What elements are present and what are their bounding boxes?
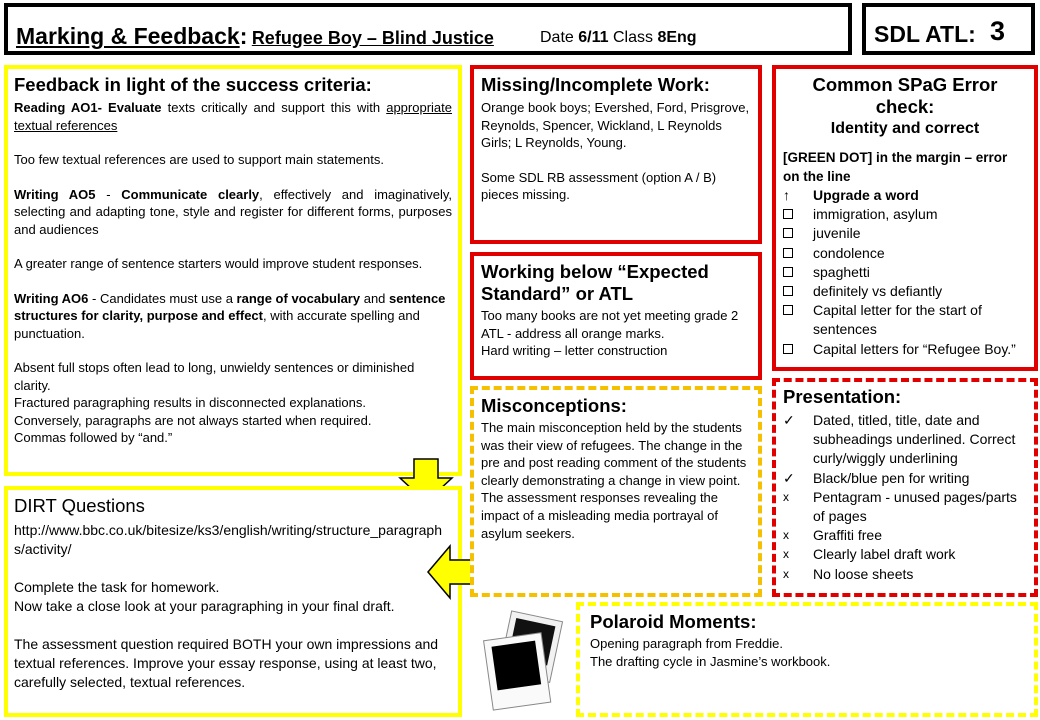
spag-word: juvenile: [813, 225, 861, 242]
spag-word: condolence: [813, 244, 885, 261]
ao1-evaluate: Evaluate: [108, 100, 162, 115]
spag-word: Capital letter for the start of sentences: [813, 302, 982, 338]
ao6-criterion: [14, 290, 452, 343]
class-label: Class: [612, 29, 653, 46]
sdl-label: SDL ATL:: [874, 21, 976, 47]
list-item: [783, 565, 1027, 584]
spag-word: immigration, asylum: [813, 206, 938, 223]
spag-box: [772, 65, 1038, 371]
list-item: [783, 224, 1027, 243]
missing-line: Girls; L Reynolds, Young.: [481, 135, 627, 151]
presentation-text: Dated, titled, title, date and subheadings underlined. Correct curly/wiggly underlining: [813, 412, 1016, 467]
list-item: [783, 301, 1027, 339]
spag-subheading: Identity and correct: [830, 120, 980, 137]
polaroid-heading: Polaroid Moments:: [590, 611, 757, 632]
list-item: [783, 263, 1027, 282]
spag-list: [783, 186, 1027, 359]
ao1-underlined: appropriate textual references: [14, 100, 452, 133]
below-line: Hard writing – letter construction: [481, 343, 668, 359]
cross-mark-icon: x: [783, 489, 789, 504]
checkbox-icon[interactable]: [783, 228, 793, 238]
ao1-comment: Too few textual references are used to support main statements.: [14, 152, 384, 167]
upgrade-label: Upgrade a word: [813, 187, 919, 203]
cross-mark-icon: x: [783, 528, 789, 543]
polaroid-line: The drafting cycle in Jasmine’s workbook.: [590, 653, 831, 669]
ao1-criterion: [14, 99, 452, 134]
arrow-up-icon: ↑: [783, 187, 790, 203]
missing-line: Some SDL RB assessment (option A / B) pieces missing.: [481, 169, 717, 203]
dirt-link[interactable]: http://www.bbc.co.uk/bitesize/ks3/english/writing/structure_paragraphs/activity/: [14, 522, 442, 557]
misconceptions-text: The main misconception held by the students was their view of refugees. The change in the pre and post reading comment of the students clearly demonstrating a change in view point. The assessment responses revealing the impact of a misleading media portrayal of asylum seekers.: [481, 420, 747, 541]
subtitle-text: Refugee Boy – Blind Justice: [251, 28, 494, 48]
ao5-criterion: [14, 186, 452, 239]
spag-note: [GREEN DOT] in the margin – error on the line: [783, 150, 1008, 184]
feedback-comment: Conversely, paragraphs are not always started when required.: [14, 412, 372, 428]
polaroid-photos-icon: [480, 610, 566, 714]
presentation-text: Graffiti free: [813, 527, 882, 544]
checkbox-icon[interactable]: [783, 344, 793, 354]
ao5-label: Writing AO5: [14, 186, 96, 202]
polaroid-box: [576, 602, 1038, 717]
header-box: [4, 3, 852, 55]
presentation-text: No loose sheets: [813, 565, 914, 582]
dirt-paragraph: The assessment question required BOTH your own impressions and textual references. Improve your essay response, using at least two, carefully selected, textual references.: [14, 636, 439, 690]
list-item: [783, 411, 1027, 469]
checkbox-icon[interactable]: [783, 209, 793, 219]
missing-line: Orange book boys; Evershed, Ford, Prisgrove, Reynolds, Spencer, Wickland, L Reynolds: [481, 100, 750, 133]
presentation-text: Pentagram - unused pages/parts of pages: [813, 488, 1017, 525]
ao5-bold: Communicate clearly: [121, 186, 260, 202]
presentation-heading: Presentation:: [783, 386, 902, 407]
feedback-comment: Fractured paragraphing results in disconnected explanations.: [14, 395, 366, 410]
sdl-value: 3: [990, 16, 1006, 46]
ao1-label: Reading AO1-: [14, 100, 102, 115]
cross-mark-icon: x: [783, 547, 789, 562]
missing-work-box: [470, 65, 762, 244]
list-item: [783, 282, 1027, 301]
class-value: 8Eng: [657, 29, 697, 46]
list-item: [783, 340, 1027, 359]
misconceptions-heading: Misconceptions:: [481, 395, 627, 416]
feedback-heading: Feedback in light of the success criteria:: [14, 74, 372, 95]
presentation-list: [783, 411, 1027, 584]
ao5-dash: -: [106, 186, 111, 202]
spag-word: definitely vs defiantly: [813, 283, 943, 300]
date-value: 6/11: [578, 29, 609, 46]
list-item: [783, 545, 1027, 564]
spag-word: Capital letters for “Refugee Boy.”: [813, 340, 1016, 357]
date-class: [540, 29, 697, 47]
sdl-atl-box: [862, 3, 1035, 55]
cross-mark-icon: x: [783, 566, 789, 581]
misconceptions-box: [470, 386, 762, 597]
date-label: Date: [540, 29, 574, 46]
ao6-bold1: range of vocabulary: [236, 290, 361, 306]
ao6-text2: and: [363, 290, 386, 306]
checkbox-icon[interactable]: [783, 267, 793, 277]
dirt-box: [4, 486, 462, 717]
check-mark-icon: ✓: [783, 412, 795, 428]
list-item: [783, 186, 1027, 205]
checkbox-icon[interactable]: [783, 286, 793, 296]
check-mark-icon: ✓: [783, 469, 795, 486]
dirt-heading: DIRT Questions: [14, 495, 145, 516]
below-line: Too many books are not yet meeting grade 2 ATL - address all orange marks.: [481, 308, 739, 341]
ao1-text: texts critically and support this with: [167, 100, 381, 115]
list-item: [783, 205, 1027, 224]
presentation-box: [772, 378, 1038, 597]
checkbox-icon[interactable]: [783, 248, 793, 258]
dirt-line: Now take a close look at your paragraphing in your final draft.: [14, 598, 395, 614]
presentation-text: Black/blue pen for writing: [813, 469, 970, 486]
feedback-comment: Absent full stops often lead to long, unwieldy sentences or diminished clarity.: [14, 360, 415, 393]
feedback-comment: Commas followed by “and.”: [14, 430, 173, 445]
feedback-box: [4, 65, 462, 476]
title-text: Marking & Feedback: [16, 23, 240, 49]
page-title: Marking & Feedback: Refugee Boy – Blind Justice: [16, 23, 494, 49]
list-item: [783, 488, 1027, 526]
ao6-text1: - Candidates must use a: [92, 290, 233, 306]
polaroid-line: Opening paragraph from Freddie.: [590, 636, 783, 651]
list-item: [783, 526, 1027, 545]
below-heading: Working below “Expected Standard” or ATL: [481, 261, 709, 304]
ao5-text: , effectively and imaginatively, selecting and adapting tone, style and register for different forms, purposes and audiences: [14, 186, 452, 237]
checkbox-icon[interactable]: [783, 305, 793, 315]
ao5-comment: A greater range of sentence starters would improve student responses.: [14, 256, 423, 271]
list-item: [783, 244, 1027, 263]
presentation-text: Clearly label draft work: [813, 546, 956, 563]
spag-word: spaghetti: [813, 263, 870, 280]
list-item: [783, 469, 1027, 488]
ao6-bold2: sentence structures for clarity, purpose and effect: [14, 290, 446, 323]
spag-heading: Common SPaG Error check:: [812, 74, 998, 117]
missing-heading: Missing/Incomplete Work:: [481, 74, 710, 95]
dirt-line: Complete the task for homework.: [14, 579, 220, 595]
below-standard-box: [470, 252, 762, 380]
ao6-label: Writing AO6: [14, 290, 89, 306]
ao6-text3: , with accurate spelling and punctuation.: [14, 308, 420, 341]
